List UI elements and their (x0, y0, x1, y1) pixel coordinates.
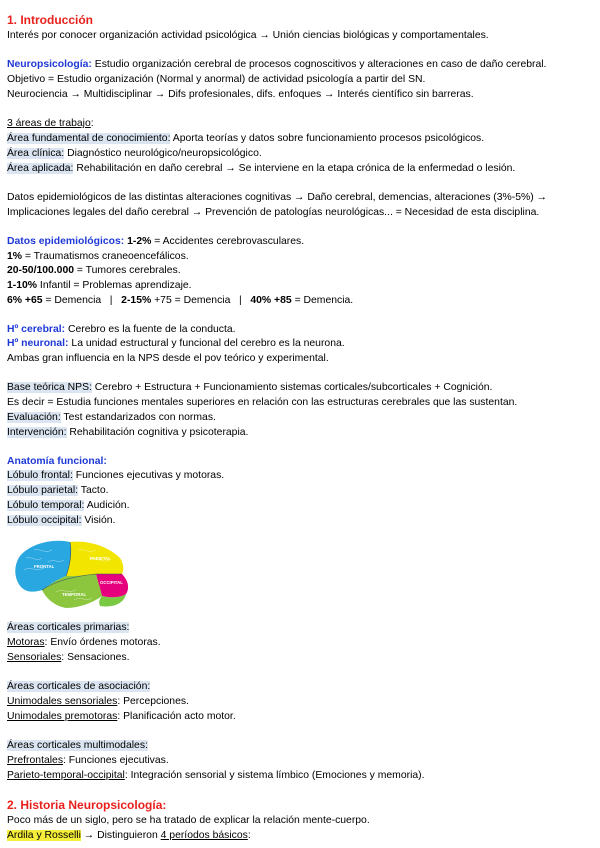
epi-text-5c: = Demencia. (291, 295, 354, 306)
intro-line: Interés por conocer organización actividad psicológica → Unión ciencias biológicas y comportamentales. (7, 30, 489, 41)
area-clinica-label: Área clínica: (7, 148, 65, 159)
areas-title: 3 áreas de trabajo (7, 118, 91, 129)
parietal-label: PARIETAL (90, 556, 111, 561)
motoras-text: : Envío órdenes motoras. (44, 637, 161, 648)
parieto-temporal-occipital-text: : Integración sensorial y sistema límbico (Emociones y memoria). (124, 770, 425, 781)
section-title-introduccion: 1. Introducción (7, 13, 94, 27)
ardila-rosselli-text: → Distinguieron (80, 830, 161, 841)
sensoriales-text: : Sensaciones. (61, 652, 130, 663)
evaluacion-line (7, 411, 216, 425)
area-fundamental-text: Aporta teorías y datos sobre funcionamiento procesos psicológicos. (170, 133, 485, 144)
anatomia-title: Anatomía funcional: (7, 456, 107, 467)
neuropsicologia-label: Neuropsicología: (7, 59, 92, 70)
lobulo-parietal-label: Lóbulo parietal: (7, 485, 79, 496)
lobulo-occipital-line (7, 514, 115, 528)
ardila-rosselli-label: Ardila y Rosselli (7, 830, 81, 841)
area-clinica-text: Diagnóstico neurológico/neuropsicológico. (64, 148, 262, 159)
unimodales-sensoriales-line (7, 695, 189, 709)
epi-text-5b: +75 = Demencia | (151, 295, 251, 306)
brain-lobes-diagram (12, 536, 138, 612)
areas-colon: : (90, 118, 94, 129)
prefrontales-text: : Funciones ejecutivas. (63, 755, 169, 766)
lobulo-occipital-text: Visión. (81, 515, 116, 526)
epi-value-2: 1% (7, 251, 23, 262)
prefrontales-line (7, 754, 169, 768)
h-neuronal-label: Hº neuronal: (7, 338, 69, 349)
sensoriales-line (7, 651, 129, 665)
lobulo-parietal-text: Tacto. (78, 485, 109, 496)
epi-value-5a: 6% +65 (7, 295, 43, 306)
sensoriales-label: Sensoriales (7, 652, 62, 663)
epi-value-1: 1-2% (124, 236, 152, 247)
epi-line-5 (7, 294, 353, 308)
area-fundamental-label: Área fundamental de conocimiento: (7, 133, 171, 144)
h-cerebral-label: Hº cerebral: (7, 324, 66, 335)
areas-asociacion-label: Áreas corticales de asociación: (7, 681, 151, 692)
areas-heading (7, 117, 94, 131)
datos-line-1: Datos epidemiológicos de las distintas alteraciones cognitivas → Daño cerebral, demencias, alteraciones (3%-5%) → (7, 192, 547, 203)
unimodales-sensoriales-label: Unimodales sensoriales (7, 696, 118, 707)
temporal-label: TEMPORAL (62, 592, 87, 597)
epi-label: Datos epidemiológicos: (7, 236, 125, 247)
base-teorica-text: Cerebro + Estructura + Funcionamiento sistemas corticales/subcorticales + Cognición. (91, 382, 493, 393)
datos-line-2: Implicaciones legales del daño cerebral → Prevención de patologías neurológicas... = Necesidad de esta disciplina. (7, 207, 540, 218)
prefrontales-label: Prefrontales (7, 755, 64, 766)
base-teorica-line (7, 381, 492, 395)
parieto-temporal-occipital-label: Parieto-temporal-occipital (7, 770, 125, 781)
area-fundamental-line (7, 132, 484, 146)
intervencion-line (7, 426, 248, 440)
lobulo-parietal-line (7, 484, 108, 498)
lobulo-frontal-text: Funciones ejecutivas y motoras. (72, 470, 225, 481)
intervencion-label: Intervención: (7, 427, 67, 438)
epi-line-1 (7, 235, 304, 249)
area-clinica-line (7, 147, 262, 161)
epi-line-2 (7, 250, 189, 264)
motoras-label: Motoras (7, 637, 45, 648)
area-aplicada-label: Área aplicada: (7, 163, 74, 174)
h-cerebral-text: Cerebro es la fuente de la conducta. (65, 324, 236, 335)
lobulo-temporal-line (7, 499, 129, 513)
unimodales-premotoras-label: Unimodales premotoras (7, 711, 118, 722)
lobulo-frontal-line (7, 469, 224, 483)
epi-value-5c: 40% +85 (250, 295, 292, 306)
lobulo-temporal-label: Lóbulo temporal: (7, 500, 85, 511)
unimodales-premotoras-text: : Planificación acto motor. (117, 711, 236, 722)
ambas-line: Ambas gran influencia en la NPS desde el pov teórico y experimental. (7, 353, 329, 364)
epi-value-5b: 2-15% (121, 295, 152, 306)
areas-primarias-label: Áreas corticales primarias: (7, 622, 130, 633)
areas-multimodales-label: Áreas corticales multimodales: (7, 740, 148, 751)
area-aplicada-line (7, 162, 515, 176)
base-teorica-label: Base teórica NPS: (7, 382, 92, 393)
evaluacion-text: Test estandarizados con normas. (60, 412, 216, 423)
lobulo-occipital-label: Lóbulo occipital: (7, 515, 82, 526)
h-neuronal-line (7, 337, 345, 351)
epi-line-3 (7, 264, 181, 278)
h-cerebral-line (7, 323, 236, 337)
neuropsicologia-text: Estudio organización cerebral de procesos cognoscitivos y alteraciones en caso de daño cerebral. (91, 59, 547, 70)
areas-multimodales-title (7, 739, 148, 753)
epi-text-2: = Traumatismos craneoencefálicos. (22, 251, 189, 262)
h-neuronal-text: La unidad estructural y funcional del cerebro es la neurona. (68, 338, 345, 349)
epi-text-3: = Tumores cerebrales. (74, 265, 181, 276)
frontal-label: FRONTAL (34, 564, 55, 569)
neurociencia-line: Neurociencia → Multidisciplinar → Difs profesionales, difs. enfoques → Interés científico sin barreras. (7, 89, 474, 100)
unimodales-sensoriales-text: : Percepciones. (117, 696, 189, 707)
unimodales-premotoras-line (7, 710, 236, 724)
objetivo-line: Objetivo = Estudio organización (Normal y anormal) de actividad psicología a partir del SN. (7, 74, 426, 85)
es-decir-line: Es decir = Estudia funciones mentales superiores en relación con las estructuras cerebrales que las sustentan. (7, 397, 518, 408)
lobulo-frontal-label: Lóbulo frontal: (7, 470, 73, 481)
ardila-rosselli-line (7, 829, 251, 843)
periodos-basicos: 4 períodos básicos (160, 830, 248, 841)
intervencion-text: Rehabilitación cognitiva y psicoterapia. (66, 427, 249, 438)
area-aplicada-text: Rehabilitación en daño cerebral → Se interviene en la etapa crónica de la enfermedad o lesión. (73, 163, 516, 174)
epi-text-5a: = Demencia | (42, 295, 122, 306)
epi-text-4: Infantil = Problemas aprendizaje. (37, 280, 192, 291)
parieto-temporal-occipital-line (7, 769, 425, 783)
areas-primarias-title (7, 621, 129, 635)
lobulo-temporal-text: Audición. (84, 500, 130, 511)
areas-asociacion-title (7, 680, 150, 694)
historia-line-1: Poco más de un siglo, pero se ha tratado de explicar la relación mente-cuerpo. (7, 815, 370, 826)
neuropsicologia-line (7, 58, 546, 72)
epi-value-4: 1-10% (7, 280, 38, 291)
epi-value-3: 20-50/100.000 (7, 265, 75, 276)
epi-text-1: = Accidentes cerebrovasculares. (151, 236, 305, 247)
periodos-colon: : (247, 830, 251, 841)
occipital-label: OCCIPITAL (100, 580, 123, 585)
section-title-historia: 2. Historia Neuropsicología: (7, 798, 167, 812)
evaluacion-label: Evaluación: (7, 412, 61, 423)
epi-line-4 (7, 279, 192, 293)
motoras-line (7, 636, 161, 650)
